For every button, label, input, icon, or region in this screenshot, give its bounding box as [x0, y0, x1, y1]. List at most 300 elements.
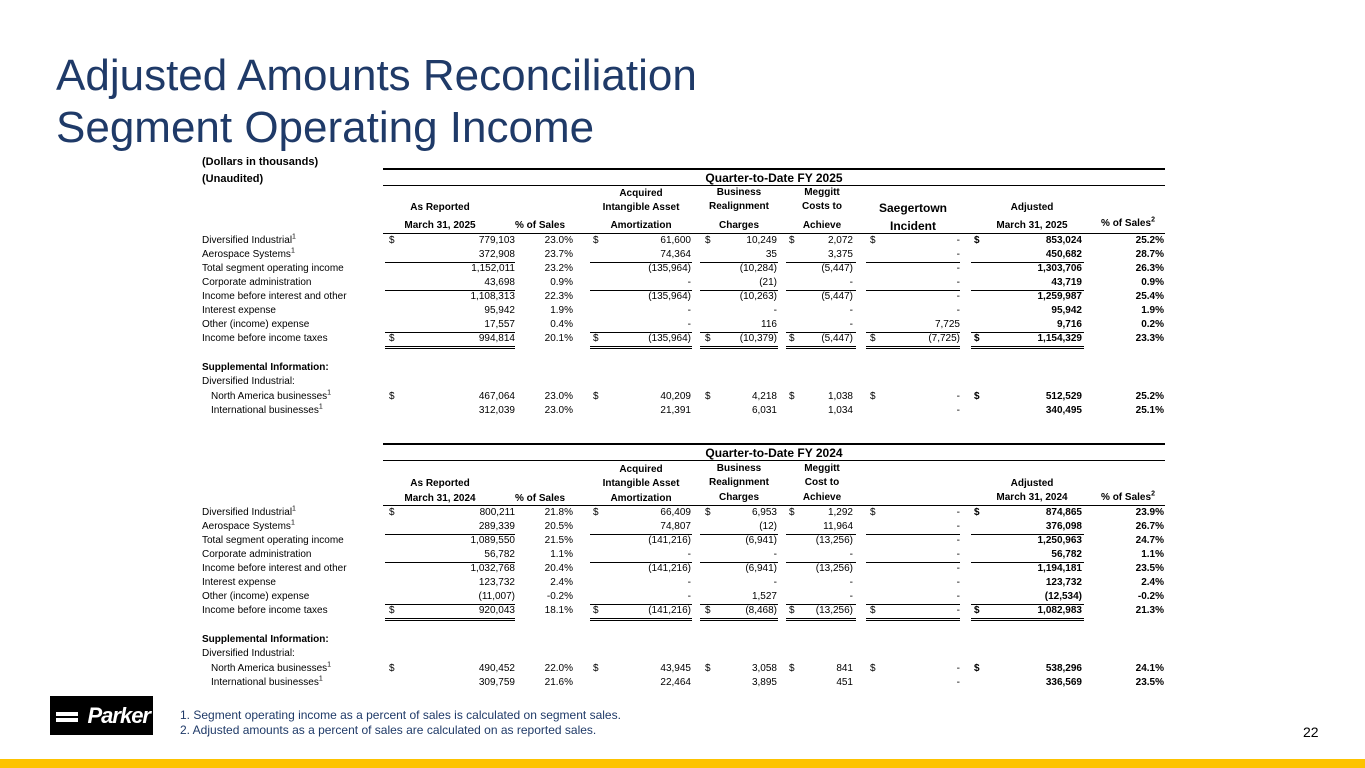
- cell-acq: 74,364: [660, 249, 691, 260]
- row-label-text: Income before interest and other: [202, 291, 347, 302]
- rule-acq: [590, 332, 692, 333]
- cell-pct: 20.1%: [544, 333, 573, 344]
- rule-sae: [866, 332, 960, 333]
- cell-pct: 21.6%: [544, 677, 573, 688]
- cell-rep: 800,211: [479, 507, 515, 518]
- cell-pct: 20.4%: [544, 563, 573, 574]
- rule-meg: [786, 346, 856, 349]
- cell-apct: 1.9%: [1141, 305, 1164, 316]
- footnote-ref: 1: [290, 247, 295, 255]
- fy25-col-adj-2: March 31, 2025: [996, 220, 1068, 231]
- fy2025-table-row: [0, 405, 1365, 419]
- rule-adj: [971, 332, 1084, 333]
- cell-rep: 920,043: [478, 605, 515, 616]
- supplemental-segment: [0, 376, 1365, 390]
- rule-bus: [700, 618, 778, 621]
- cell-adj: 1,154,329: [1037, 333, 1082, 344]
- rule-meg: [786, 604, 856, 605]
- fy2024-table-row: [0, 563, 1365, 577]
- cell-pct: 2.4%: [550, 577, 573, 588]
- fy25-col-adj-pct: % of Sales$^2$: [1101, 216, 1155, 229]
- rule-acq: [590, 262, 692, 263]
- rule-bus: [700, 290, 778, 291]
- row-label-text: Total segment operating income: [202, 263, 344, 274]
- row-label: [202, 577, 276, 588]
- cell-pct: 23.2%: [544, 263, 573, 274]
- row-label-text: Aerospace Systems: [202, 521, 291, 532]
- fy24-col-meg-1: Meggitt: [804, 463, 840, 474]
- gold-footer-bar: [0, 759, 1365, 768]
- cell-sae: -: [956, 677, 960, 688]
- cell-bus: (21): [759, 277, 777, 288]
- supplemental-heading-text: Supplemental Information:: [202, 362, 329, 373]
- rule-sae: [866, 562, 960, 563]
- fy25-col-bus-3: Charges: [718, 220, 759, 231]
- cell-adj: 43,719: [1051, 277, 1082, 288]
- fy2025-top-rule: [383, 168, 1165, 170]
- fy2024-table-row: [0, 577, 1365, 591]
- fy2025-table-row: [0, 291, 1365, 305]
- cell-bus: 1,527: [751, 591, 777, 602]
- cell-apct: 21.3%: [1135, 605, 1164, 616]
- cell-d6: $: [974, 391, 980, 402]
- cell-meg: 1,292: [827, 507, 853, 518]
- cell-sae: -: [956, 605, 960, 616]
- cell-d1: $: [389, 507, 395, 518]
- cell-adj: 1,303,706: [1037, 263, 1082, 274]
- cell-adj: 538,296: [1045, 663, 1082, 674]
- rule-bus: [700, 346, 778, 349]
- rule-acq: [590, 346, 692, 349]
- cell-d2: $: [593, 235, 599, 246]
- row-label: [211, 663, 331, 674]
- cell-d3: $: [705, 333, 711, 344]
- cell-bus: (6,941): [745, 563, 777, 574]
- cell-d5: $: [870, 507, 876, 518]
- fy2025-table-row: [0, 263, 1365, 277]
- cell-bus: -: [773, 305, 777, 316]
- cell-acq: 66,409: [660, 507, 691, 518]
- cell-d2: $: [593, 333, 599, 344]
- rule-rep: [385, 618, 515, 621]
- cell-meg: (13,256): [815, 535, 853, 546]
- rule-rep: [385, 346, 515, 349]
- rule-bus: [700, 262, 778, 263]
- cell-d5: $: [870, 235, 876, 246]
- row-label-text: Diversified Industrial: [202, 235, 293, 246]
- cell-rep: 289,339: [478, 521, 515, 532]
- fy24-col-acq-2: Intangible Asset: [602, 478, 680, 489]
- rule-bus: [700, 604, 778, 605]
- rule-sae: [866, 290, 960, 291]
- fy2025-table-row: [0, 333, 1365, 347]
- rule-rep: [385, 604, 515, 605]
- fy25-col-sae-1: Saegertown: [878, 201, 947, 215]
- cell-acq: 43,945: [660, 663, 691, 674]
- footnote-ref: 1: [292, 233, 296, 241]
- cell-sae: 7,725: [934, 319, 960, 330]
- supplemental-segment-text: Diversified Industrial:: [202, 376, 295, 387]
- row-label: [211, 677, 323, 688]
- fy2024-top-rule: [383, 443, 1165, 445]
- rule-bus: [700, 332, 778, 333]
- cell-acq: -: [687, 319, 691, 330]
- rule-sae: [866, 604, 960, 605]
- cell-sae: -: [956, 235, 960, 246]
- rule-meg: [786, 290, 856, 291]
- cell-sae: -: [956, 249, 960, 260]
- cell-d5: $: [870, 333, 876, 344]
- cell-meg: -: [849, 277, 853, 288]
- cell-bus: (12): [759, 521, 777, 532]
- fy25-col-acq-2: Intangible Asset: [602, 202, 680, 213]
- fy2024-header-bottom-rule: [383, 505, 1165, 506]
- cell-d4: $: [789, 235, 795, 246]
- row-label: [202, 249, 295, 260]
- cell-meg: (5,447): [821, 333, 853, 344]
- cell-sae: -: [956, 549, 960, 560]
- row-label: [202, 305, 276, 316]
- cell-apct: 23.9%: [1135, 507, 1164, 518]
- cell-d1: $: [389, 663, 395, 674]
- cell-d2: $: [593, 663, 599, 674]
- cell-adj: 1,250,963: [1037, 535, 1082, 546]
- cell-acq: (135,964): [648, 333, 691, 344]
- fy25-col-bus-2: Realignment: [708, 201, 769, 212]
- fy24-col-meg-3: Achieve: [802, 492, 842, 503]
- rule-meg: [786, 618, 856, 621]
- rule-rep: [385, 262, 515, 263]
- fy25-col-as-reported-date: March 31, 2025: [404, 220, 476, 231]
- cell-apct: 0.9%: [1141, 277, 1164, 288]
- fy24-col-as-reported: As Reported: [410, 478, 470, 489]
- cell-d4: $: [789, 663, 795, 674]
- cell-apct: 23.5%: [1135, 677, 1164, 688]
- cell-meg: 3,375: [827, 249, 853, 260]
- row-label: [202, 319, 309, 330]
- cell-d2: $: [593, 605, 599, 616]
- cell-d3: $: [705, 507, 711, 518]
- cell-meg: -: [849, 305, 853, 316]
- cell-d4: $: [789, 605, 795, 616]
- fy24-col-adj-1: Adjusted: [1010, 478, 1054, 489]
- cell-d6: $: [974, 333, 980, 344]
- row-label: [211, 391, 331, 402]
- cell-bus: (10,379): [739, 333, 777, 344]
- fy24-col-adj-2: March 31, 2024: [996, 492, 1068, 503]
- cell-meg: (13,256): [815, 563, 853, 574]
- cell-apct: 0.2%: [1141, 319, 1164, 330]
- row-label-text: Income before interest and other: [202, 563, 347, 574]
- row-label: [202, 277, 312, 288]
- cell-apct: 24.7%: [1135, 535, 1164, 546]
- cell-sae: -: [956, 563, 960, 574]
- cell-bus: (10,263): [739, 291, 777, 302]
- cell-bus: (10,284): [739, 263, 777, 274]
- parker-logo: [50, 696, 153, 735]
- cell-rep: 994,814: [478, 333, 515, 344]
- rule-meg: [786, 262, 856, 263]
- cell-meg: -: [849, 577, 853, 588]
- cell-bus: 6,031: [751, 405, 777, 416]
- fy24-col-acq-1: Acquired: [619, 464, 663, 475]
- fy25-col-acq-3: Amortization: [610, 220, 672, 231]
- cell-meg: (5,447): [821, 263, 853, 274]
- cell-d1: $: [389, 391, 395, 402]
- cell-d1: $: [389, 605, 395, 616]
- supplemental-heading: [0, 362, 1365, 376]
- cell-adj: 512,529: [1045, 391, 1082, 402]
- rule-meg: [786, 332, 856, 333]
- cell-rep: 1,152,011: [471, 263, 515, 274]
- cell-adj: 874,865: [1045, 507, 1082, 518]
- cell-bus: -: [773, 577, 777, 588]
- cell-d1: $: [389, 235, 395, 246]
- fy25-col-pct-sales: % of Sales: [514, 220, 566, 231]
- fy2024-table-row: [0, 521, 1365, 535]
- cell-d4: $: [789, 391, 795, 402]
- cell-acq: 21,391: [660, 405, 691, 416]
- footnote-2: 2. Adjusted amounts as a percent of sales are calculated on as reported sales.: [180, 723, 597, 737]
- cell-d2: $: [593, 507, 599, 518]
- cell-pct: 21.8%: [544, 507, 573, 518]
- cell-meg: 11,964: [823, 521, 853, 532]
- cell-apct: 24.1%: [1135, 663, 1164, 674]
- rule-meg: [786, 562, 856, 563]
- cell-adj: 376,098: [1045, 521, 1082, 532]
- cell-d3: $: [705, 391, 711, 402]
- fy25-col-as-reported: As Reported: [410, 202, 470, 213]
- rule-adj: [971, 562, 1084, 563]
- row-label-text: Total segment operating income: [202, 535, 344, 546]
- rule-rep: [385, 332, 515, 333]
- cell-d5: $: [870, 663, 876, 674]
- rule-adj: [971, 604, 1084, 605]
- rule-acq: [590, 290, 692, 291]
- cell-apct: 25.2%: [1135, 391, 1164, 402]
- fy24-col-bus-1: Business: [716, 463, 762, 474]
- row-label-text: Aerospace Systems: [202, 249, 291, 260]
- fy2024-table-row: [0, 549, 1365, 563]
- fy24-col-bus-3: Charges: [718, 492, 759, 503]
- cell-sae: -: [956, 535, 960, 546]
- cell-apct: -0.2%: [1137, 591, 1164, 602]
- row-label-text: Corporate administration: [202, 549, 312, 560]
- row-label-text: Diversified Industrial: [202, 507, 293, 518]
- cell-sae: -: [956, 507, 960, 518]
- rule-sae: [866, 618, 960, 621]
- cell-pct: 22.3%: [544, 291, 573, 302]
- footnote-1: 1. Segment operating income as a percent of sales is calculated on segment sales.: [180, 708, 621, 722]
- rule-sae: [866, 346, 960, 349]
- cell-meg: -: [849, 549, 853, 560]
- unaudited-note: (Unaudited): [202, 173, 264, 185]
- cell-d3: $: [705, 605, 711, 616]
- fy2025-header-bottom-rule: [383, 233, 1165, 234]
- cell-sae: -: [956, 391, 960, 402]
- row-label: [202, 263, 344, 274]
- cell-d6: $: [974, 663, 980, 674]
- cell-d3: $: [705, 663, 711, 674]
- cell-d5: $: [870, 605, 876, 616]
- cell-sae: -: [956, 577, 960, 588]
- cell-sae: (7,725): [928, 333, 960, 344]
- row-label: [211, 405, 323, 416]
- supplemental-heading: [0, 634, 1365, 648]
- rule-adj: [971, 618, 1084, 621]
- cell-d3: $: [705, 235, 711, 246]
- cell-sae: -: [956, 521, 960, 532]
- row-label-text: Income before income taxes: [202, 333, 328, 344]
- cell-meg: 451: [836, 677, 853, 688]
- cell-meg: -: [849, 591, 853, 602]
- fy25-col-sae-2: Incident: [889, 219, 936, 233]
- cell-adj: 450,682: [1045, 249, 1082, 260]
- cell-acq: 40,209: [660, 391, 691, 402]
- cell-adj: 1,194,181: [1037, 563, 1082, 574]
- cell-d2: $: [593, 391, 599, 402]
- rule-bus: [700, 562, 778, 563]
- page-title-line2: Segment Operating Income: [56, 103, 595, 152]
- cell-apct: 1.1%: [1141, 549, 1164, 560]
- fy24-col-as-reported-date: March 31, 2024: [404, 493, 476, 504]
- cell-acq: -: [687, 577, 691, 588]
- cell-bus: 35: [765, 249, 777, 260]
- rule-acq: [590, 534, 692, 535]
- cell-d5: $: [870, 391, 876, 402]
- cell-rep: 372,908: [478, 249, 515, 260]
- row-label-text: Interest expense: [202, 577, 276, 588]
- footnote-ref: 1: [318, 675, 323, 683]
- cell-pct: 0.4%: [550, 319, 573, 330]
- cell-pct: 21.5%: [544, 535, 573, 546]
- row-label-text: Other (income) expense: [202, 591, 310, 602]
- fy2025-heading: Quarter-to-Date FY 2025: [705, 171, 843, 185]
- row-label: [202, 235, 296, 246]
- row-label: [202, 591, 309, 602]
- cell-pct: 1.9%: [550, 305, 573, 316]
- cell-adj: (12,534): [1044, 591, 1082, 602]
- footnote-ref: 1: [290, 519, 295, 527]
- cell-sae: -: [956, 405, 960, 416]
- row-label-text: North America businesses: [211, 391, 328, 402]
- fy2025-table-row: [0, 319, 1365, 333]
- cell-pct: 23.0%: [544, 235, 573, 246]
- cell-rep: 779,103: [478, 235, 515, 246]
- cell-sae: -: [956, 291, 960, 302]
- cell-sae: -: [956, 263, 960, 274]
- cell-pct: 0.9%: [550, 277, 573, 288]
- fy24-col-meg-2: Cost to: [804, 477, 840, 488]
- cell-rep: 467,064: [478, 391, 515, 402]
- cell-acq: 74,807: [660, 521, 691, 532]
- cell-pct: 1.1%: [550, 549, 573, 560]
- cell-rep: 1,032,768: [470, 563, 515, 574]
- cell-rep: 95,942: [484, 305, 515, 316]
- rule-meg: [786, 534, 856, 535]
- row-label-text: North America businesses: [211, 663, 328, 674]
- cell-acq: (135,964): [648, 291, 691, 302]
- cell-d6: $: [974, 507, 980, 518]
- cell-bus: 3,895: [751, 677, 777, 688]
- row-label-text: International businesses: [211, 405, 319, 416]
- supplemental-segment-text: Diversified Industrial:: [202, 648, 295, 659]
- cell-rep: 43,698: [484, 277, 515, 288]
- rule-adj: [971, 290, 1084, 291]
- cell-meg: 1,038: [827, 391, 853, 402]
- cell-meg: -: [849, 319, 853, 330]
- cell-bus: 116: [761, 319, 777, 330]
- cell-acq: (141,216): [648, 563, 691, 574]
- cell-bus: 4,218: [751, 391, 777, 402]
- rule-adj: [971, 346, 1084, 349]
- cell-d6: $: [974, 605, 980, 616]
- row-label-text: Corporate administration: [202, 277, 312, 288]
- cell-acq: (141,216): [648, 605, 691, 616]
- fy2024-table-row: [0, 535, 1365, 549]
- fy2024-table-row: [0, 677, 1365, 691]
- cell-d1: $: [389, 333, 395, 344]
- cell-apct: 23.5%: [1135, 563, 1164, 574]
- rule-adj: [971, 262, 1084, 263]
- cell-meg: (13,256): [815, 605, 853, 616]
- fy2024-table-row: [0, 591, 1365, 605]
- cell-apct: 26.7%: [1135, 521, 1164, 532]
- fy2024-table-row: [0, 507, 1365, 521]
- rule-adj: [971, 534, 1084, 535]
- fy2024-table-row: [0, 663, 1365, 677]
- footnote-ref: 1: [318, 403, 323, 411]
- cell-sae: -: [956, 663, 960, 674]
- cell-adj: 56,782: [1051, 549, 1082, 560]
- row-label-text: Income before income taxes: [202, 605, 328, 616]
- row-label-text: International businesses: [211, 677, 319, 688]
- cell-pct: 20.5%: [544, 521, 573, 532]
- cell-acq: (141,216): [648, 535, 691, 546]
- fy24-col-adj-pct: % of Sales$^2$: [1101, 490, 1155, 503]
- rule-sae: [866, 262, 960, 263]
- footnote-ref: 1: [327, 661, 332, 669]
- page-title-line1: Adjusted Amounts Reconciliation: [56, 51, 697, 100]
- cell-rep: 56,782: [484, 549, 515, 560]
- rule-sae: [866, 534, 960, 535]
- cell-pct: 23.0%: [544, 405, 573, 416]
- row-label: [202, 507, 296, 518]
- cell-rep: 490,452: [478, 663, 515, 674]
- fy24-col-acq-3: Amortization: [610, 493, 672, 504]
- cell-pct: 23.0%: [544, 391, 573, 402]
- fy2024-table-row: [0, 605, 1365, 619]
- cell-apct: 25.4%: [1135, 291, 1164, 302]
- rule-rep: [385, 562, 515, 563]
- fy25-col-meg-3: Achieve: [802, 220, 842, 231]
- cell-adj: 95,942: [1051, 305, 1082, 316]
- fy25-col-meg-2: Costs to: [802, 201, 842, 212]
- cell-rep: (11,007): [478, 591, 515, 602]
- fy25-col-acq-1: Acquired: [619, 188, 663, 199]
- rule-acq: [590, 604, 692, 605]
- fy24-col-pct-sales: % of Sales: [514, 493, 566, 504]
- row-label: [202, 563, 347, 574]
- fy25-col-adj-1: Adjusted: [1010, 202, 1054, 213]
- fy2025-table-row: [0, 249, 1365, 263]
- cell-acq: -: [687, 591, 691, 602]
- cell-meg: (5,447): [821, 291, 853, 302]
- cell-acq: 61,600: [660, 235, 691, 246]
- fy2024-heading: Quarter-to-Date FY 2024: [705, 446, 843, 460]
- fy25-col-meg-1: Meggitt: [804, 187, 840, 198]
- row-label-text: Interest expense: [202, 305, 276, 316]
